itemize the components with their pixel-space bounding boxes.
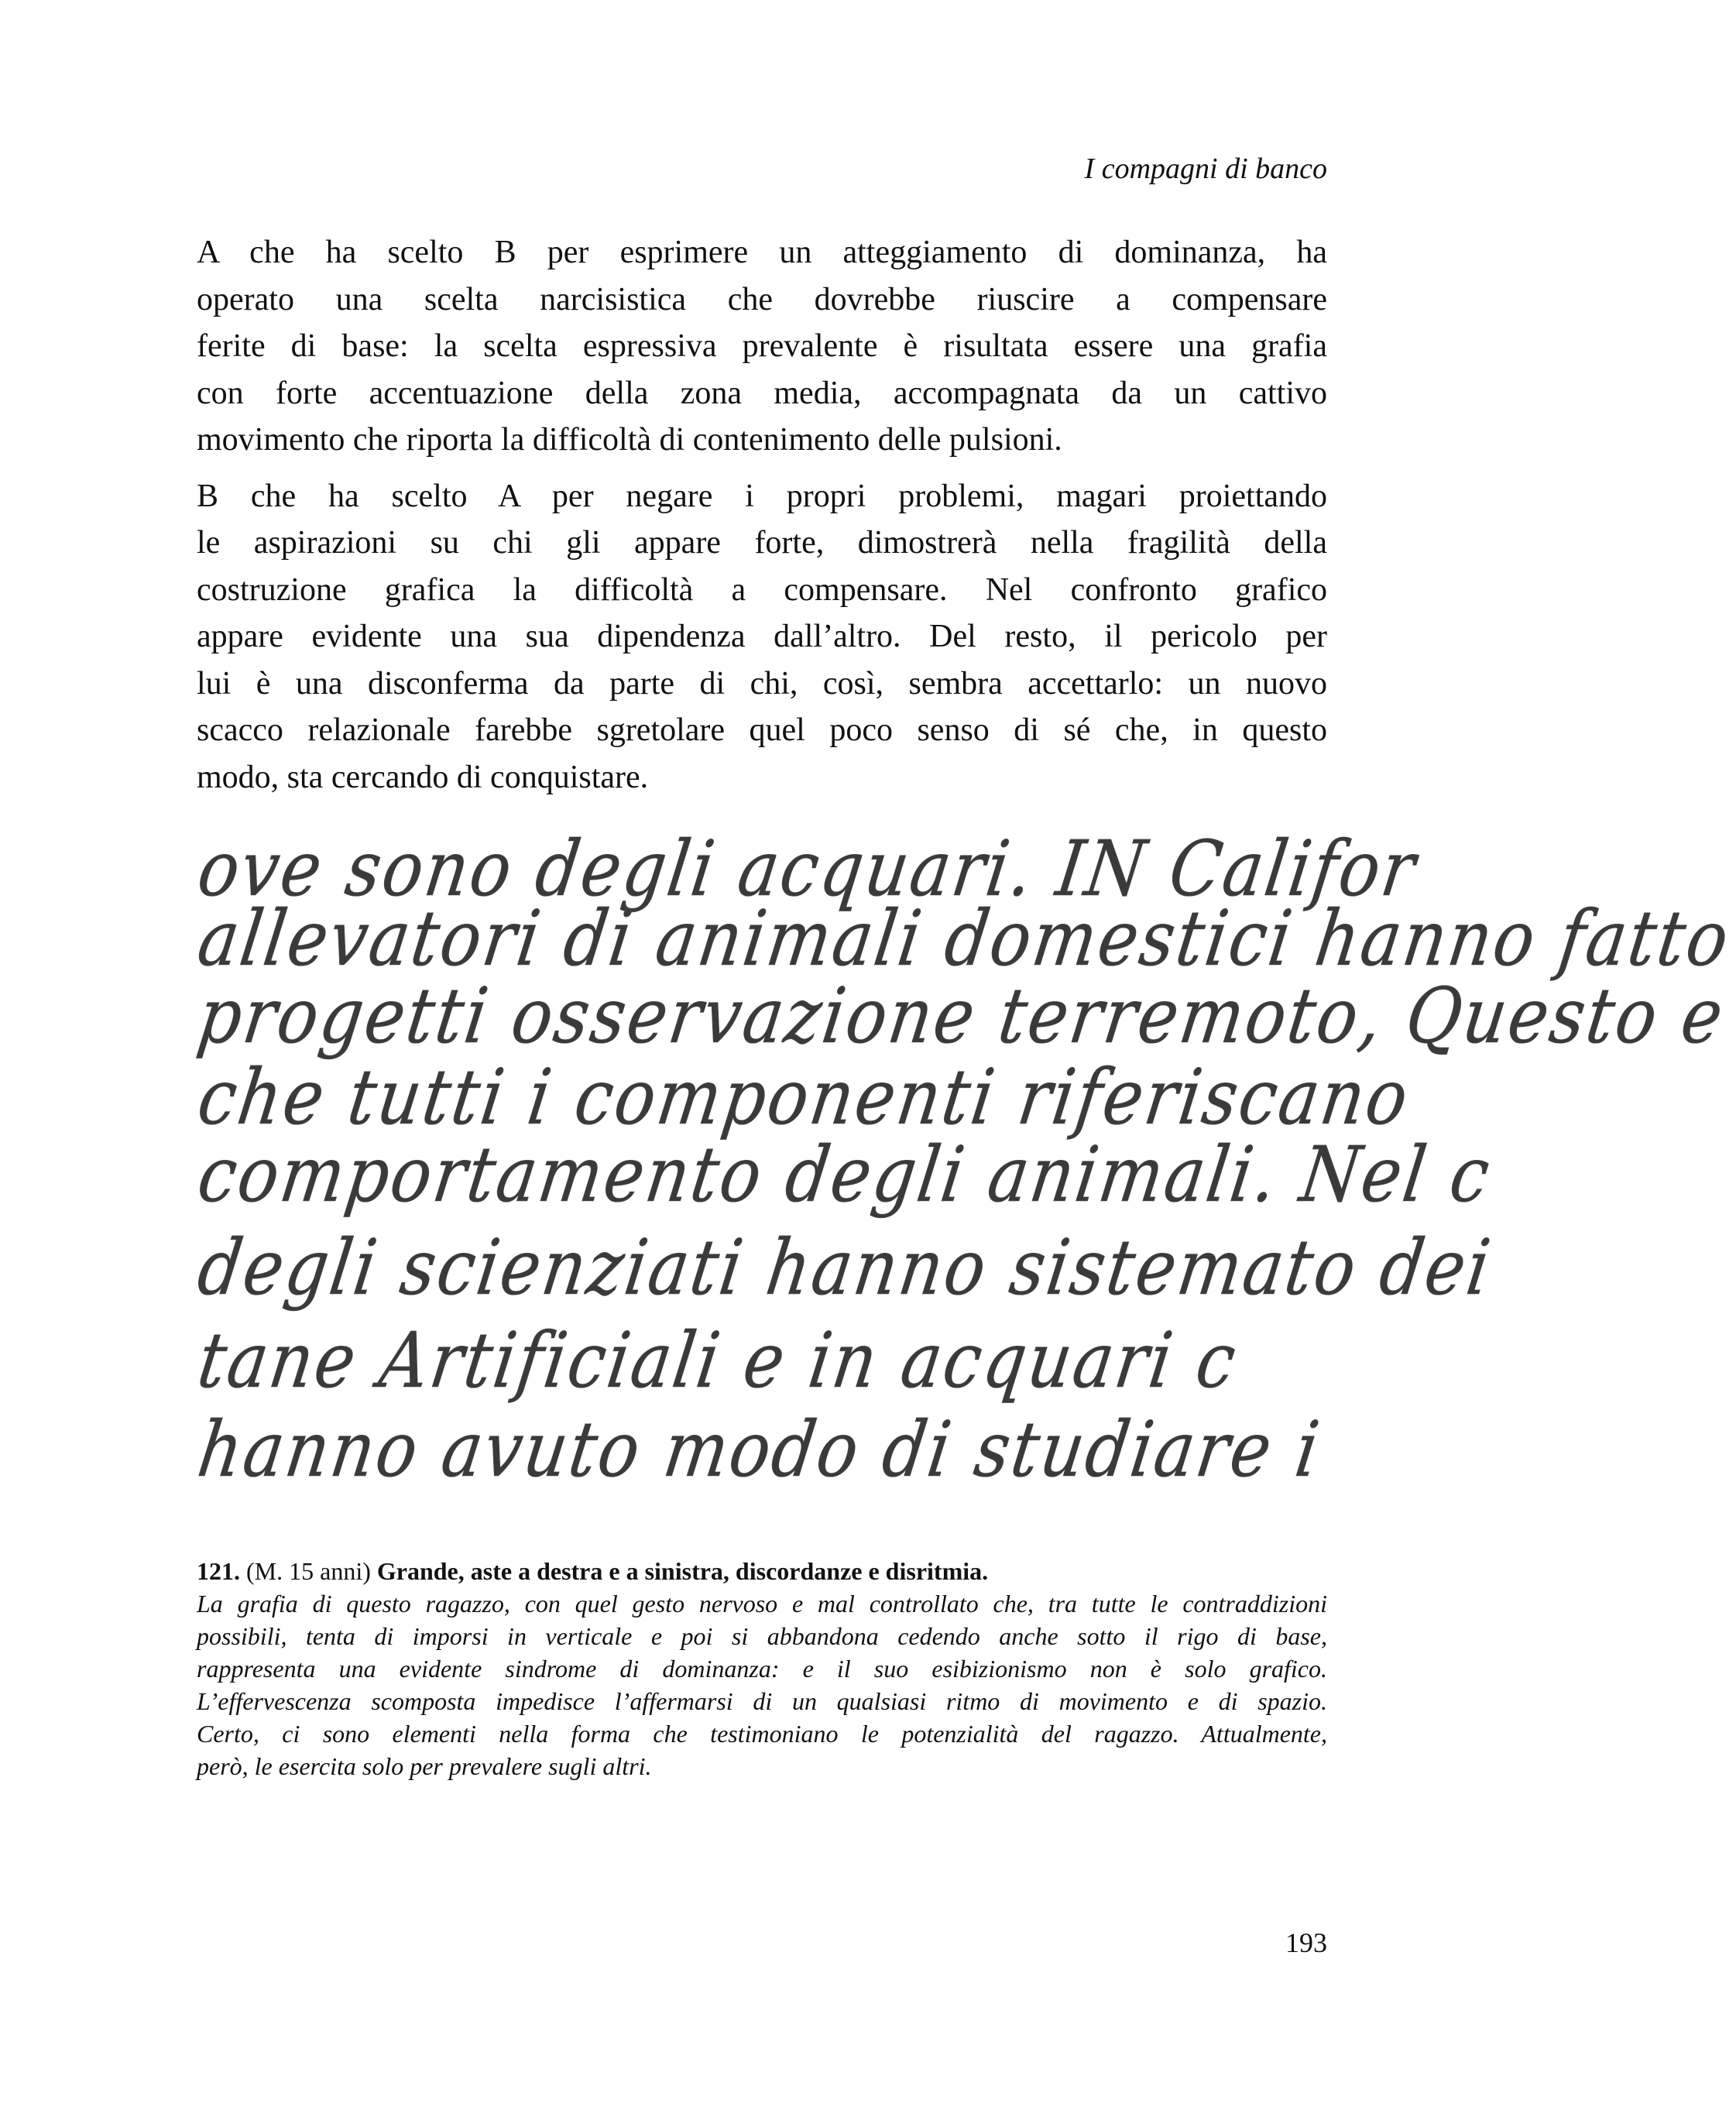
figure-number: 121.	[197, 1557, 240, 1585]
handwriting-line: comportamento degli animali. Nel c	[193, 1130, 1498, 1220]
text-line: appare evidente una sua dipendenza dall’altro. Del resto, il pericolo per	[197, 619, 1327, 654]
text-line: scacco relazionale farebbe sgretolare quel poco senso di sé che, in questo	[197, 712, 1327, 748]
handwriting-sample-image	[193, 825, 1736, 1498]
text-line: lui è una disconferma da parte di chi, così, sembra accettarlo: un nuovo	[197, 665, 1327, 702]
page-number: 193	[1285, 1927, 1327, 1958]
paragraph-2	[197, 473, 1327, 801]
handwriting-line: hanno avuto modo di studiare i	[193, 1405, 1326, 1494]
caption-heading	[197, 1555, 1327, 1587]
text-line: modo, sta cercando di conquistare.	[197, 759, 649, 795]
figure-subject: (M. 15 anni)	[246, 1557, 371, 1585]
handwriting-line: degli scienziati hanno sistemato dei	[193, 1223, 1498, 1312]
text-line: A che ha scelto B per esprimere un atteggiamento di dominanza, ha	[197, 235, 1327, 270]
figure-caption	[197, 1555, 1327, 1782]
text-line: operato una scelta narcisistica che dovrebbe riuscire a compensare	[197, 281, 1327, 317]
text-line: con forte accentuazione della zona media, accompagnata da un cattivo	[197, 375, 1327, 411]
text-line: costruzione grafica la difficoltà a compensare. Nel confronto grafico	[197, 571, 1327, 608]
figure-title: Grande, aste a destra e a sinistra, discordanze e disritmia.	[376, 1557, 989, 1585]
caption-line: L’effervescenza scomposta impedisce l’affermarsi di un qualsiasi ritmo di movimento e di spazio.	[197, 1687, 1327, 1715]
handwriting-line: tane Artificiali e in acquari c	[193, 1316, 1244, 1405]
text-line: ferite di base: la scelta espressiva prevalente è risultata essere una grafia	[197, 328, 1327, 364]
caption-line: La grafia di questo ragazzo, con quel gesto nervoso e mal controllato che, tra tutte le contraddizioni	[197, 1590, 1327, 1618]
caption-line: Certo, ci sono elementi nella forma che testimoniano le potenzialità del ragazzo. Attualmente,	[197, 1720, 1327, 1748]
text-line: movimento che riporta la difficoltà di contenimento delle pulsioni.	[197, 422, 1062, 458]
caption-line: possibili, tenta di imporsi in verticale e poi si abbandona cedendo anche sotto il rigo di base,	[197, 1622, 1327, 1650]
paragraph-1	[197, 229, 1327, 464]
body-text	[197, 229, 1327, 810]
text-line: le aspirazioni su chi gli appare forte, dimostrerà nella fragilità della	[197, 525, 1327, 561]
handwriting-line: allevatori di animali domestici hanno fatto	[193, 894, 1736, 983]
handwriting-line: ove sono degli acquari. IN Califor	[193, 825, 1423, 914]
caption-line: però, le esercita solo per prevalere sugli altri.	[197, 1752, 652, 1780]
handwriting-line: che tutti i componenti riferiscano	[193, 1053, 1415, 1142]
running-head: I compagni di banco	[1084, 153, 1327, 185]
text-line: B che ha scelto A per negare i propri problemi, magari proiettando	[197, 478, 1327, 514]
handwriting-line: progetti osservazione terremoto, Questo e	[193, 972, 1731, 1061]
caption-line: rappresenta una evidente sindrome di dominanza: e il suo esibizionismo non è solo grafico.	[197, 1655, 1327, 1683]
